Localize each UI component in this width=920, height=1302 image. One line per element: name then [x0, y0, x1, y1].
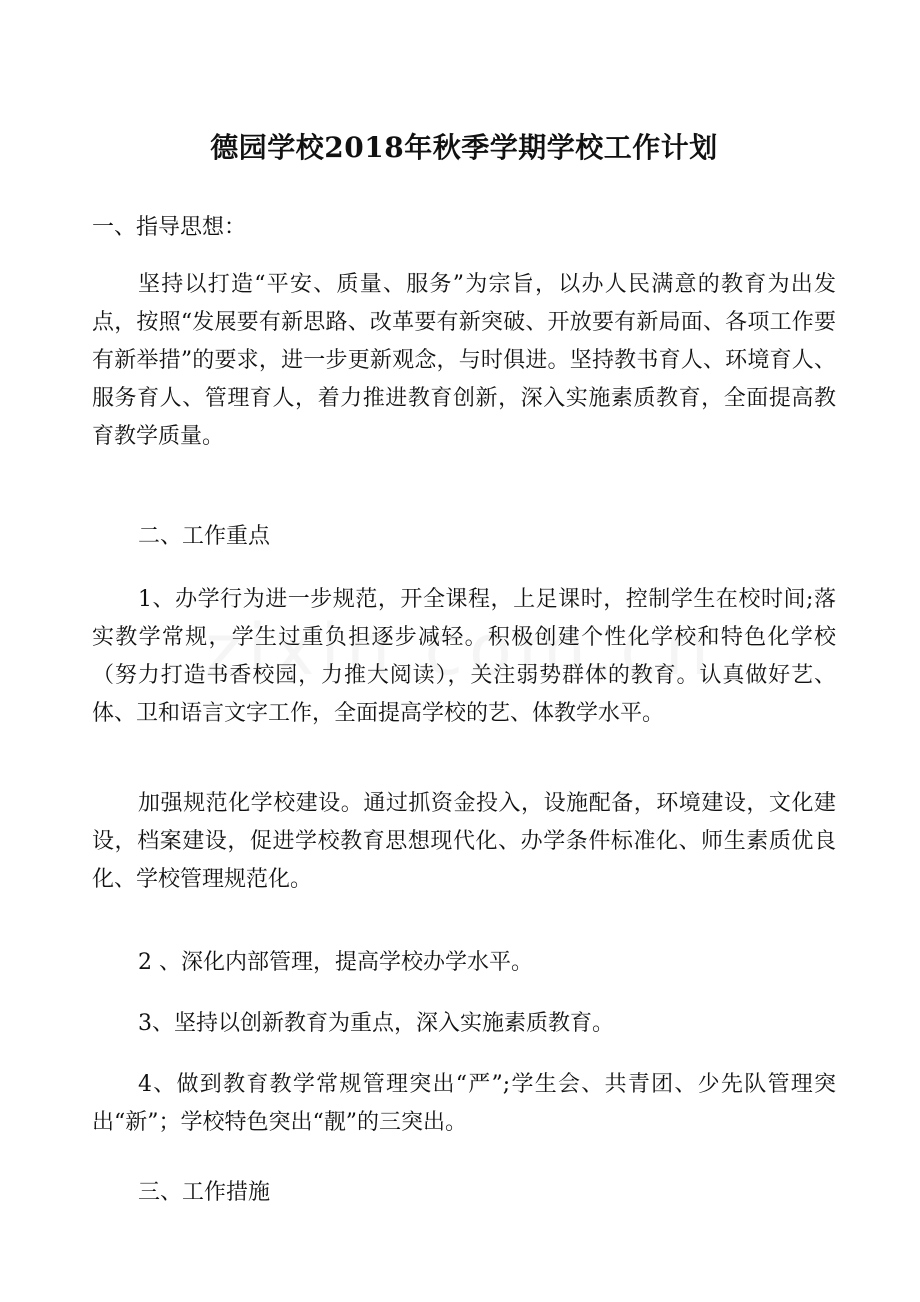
- paragraph-focus-item-2: 2 、深化内部管理，提高学校办学水平。: [138, 950, 533, 975]
- paragraph-guiding-thought: 坚持以打造“平安、质量、服务”为宗旨，以办人民满意的教育为出发点，按照“发展要有新思路、改革要有新突破、开放要有新局面、各项工作要有新举措”的要求，进一步更新观念，与时俱进。坚持教书育人、环境育人、服务育人、管理育人，着力推进教育创新，深入实施素质教育，全面提高教育教学质量。: [92, 272, 836, 449]
- paragraph-focus-item-1: 1、办学行为进一步规范，开全课程，上足课时，控制学生在校时间;落实教学常规，学生过重负担逐步减轻。积极创建个性化学校和特色化学校（努力打造书香校园，力推大阅读），关注弱势群体的教育。认真做好艺、体、卫和语言文字工作，全面提高学校的艺、体教学水平。: [92, 587, 836, 726]
- paragraph-school-standardization: 加强规范化学校建设。通过抓资金投入，设施配备，环境建设，文化建设，档案建设，促进学校教育思想现代化、办学条件标准化、师生素质优良化、学校管理规范化。: [92, 791, 836, 892]
- document-page: [92, 0, 836, 1302]
- paragraph-focus-item-4: 4、做到教育教学常规管理突出“严”;学生会、共青团、少先队管理突出“新”；学校特色突出“靓”的三突出。: [92, 1072, 836, 1135]
- section-heading-work-focus: 二、工作重点: [138, 524, 271, 549]
- paragraph-focus-item-3: 3、坚持以创新教育为重点，深入实施素质教育。: [138, 1011, 614, 1036]
- section-heading-guiding-thought: 一、指导思想：: [92, 215, 247, 240]
- section-heading-work-measures: 三、工作措施: [138, 1180, 271, 1205]
- page-title: 德园学校2018年秋季学期学校工作计划: [210, 131, 718, 164]
